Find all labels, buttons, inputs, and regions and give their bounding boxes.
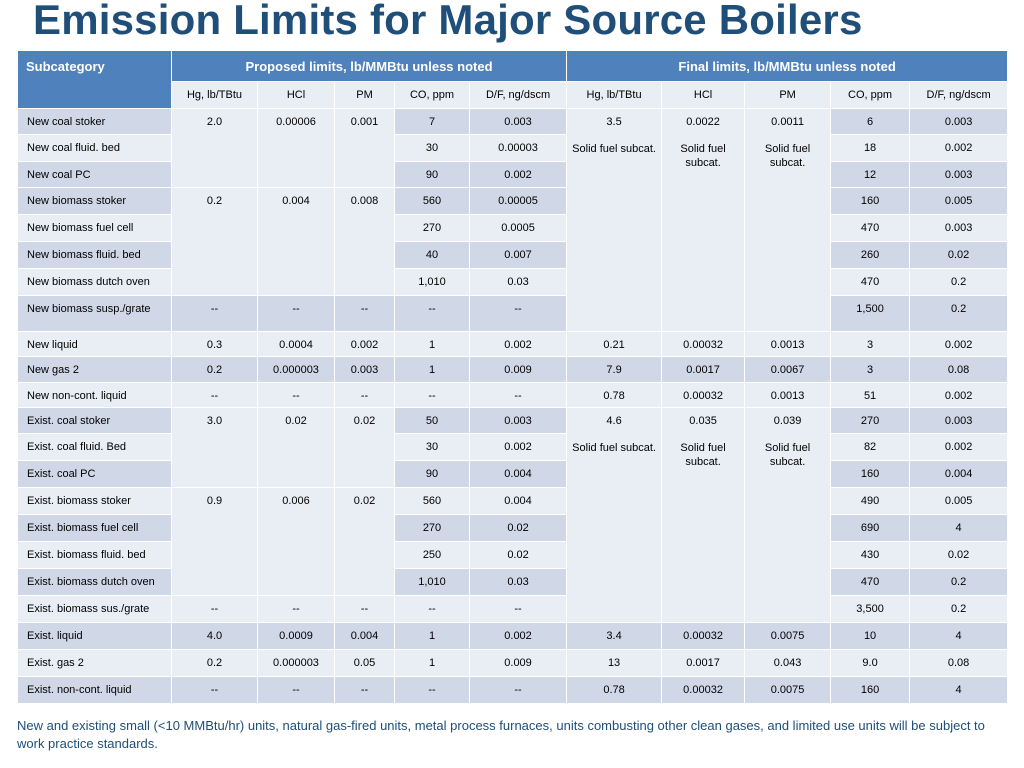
cell: 0.9 — [172, 488, 258, 596]
cell: 0.2 — [910, 596, 1008, 623]
slide-title: Emission Limits for Major Source Boilers — [33, 0, 863, 43]
cell: 10 — [831, 623, 910, 650]
cell: 4 — [910, 623, 1008, 650]
cell: -- — [335, 383, 395, 408]
cell: 0.00032 — [662, 332, 745, 357]
cell: -- — [258, 383, 335, 408]
cell: 0.00003 — [470, 135, 567, 162]
cell: 12 — [831, 162, 910, 188]
cell: 0.003 — [910, 162, 1008, 188]
cell: 0.009 — [470, 357, 567, 383]
cell: 0.003 — [335, 357, 395, 383]
cell: -- — [335, 596, 395, 623]
row-label: Exist. gas 2 — [18, 650, 172, 677]
cell: 0.0067 — [745, 357, 831, 383]
cell: 0.0004 — [258, 332, 335, 357]
cell: 1,010 — [395, 269, 470, 296]
cell: -- — [258, 296, 335, 332]
solid-fuel-subcat-note: Solid fuel subcat. — [764, 143, 811, 169]
cell: 0.2 — [910, 269, 1008, 296]
cell: 0.002 — [470, 162, 567, 188]
cell: 0.08 — [910, 357, 1008, 383]
cell: 0.0075 — [745, 623, 831, 650]
cell: 250 — [395, 542, 470, 569]
cell: 0.00005 — [470, 188, 567, 215]
cell: 0.2 — [910, 296, 1008, 332]
cell: 2.0 — [172, 109, 258, 188]
cell: 0.003 — [910, 408, 1008, 434]
table-row — [18, 488, 1008, 515]
row-label: Exist. biomass dutch oven — [18, 569, 172, 596]
cell: 0.0005 — [470, 215, 567, 242]
cell: 1,010 — [395, 569, 470, 596]
footnote: New and existing small (<10 MMBtu/hr) units, natural gas-fired units, metal process furnaces, units combusting other clean gases, and limited use units will be subject to work practice standards. — [17, 718, 985, 751]
row-label: New biomass dutch oven — [18, 269, 172, 296]
row-label: New liquid — [18, 332, 172, 357]
table-row — [18, 677, 1008, 704]
row-label: Exist. biomass fluid. bed — [18, 542, 172, 569]
solid-fuel-subcat-note: Solid fuel subcat. — [572, 442, 656, 454]
cell: 0.00006 — [258, 109, 335, 188]
cell: 3,500 — [831, 596, 910, 623]
cell: 160 — [831, 188, 910, 215]
cell: 260 — [831, 242, 910, 269]
cell: 90 — [395, 162, 470, 188]
cell: 0.007 — [470, 242, 567, 269]
cell: 3.0 — [172, 408, 258, 488]
cell: 0.05 — [335, 650, 395, 677]
col-header: HCl — [662, 82, 745, 109]
cell-merged: 0.0022 Solid fuel subcat. — [662, 109, 745, 332]
row-label: New coal fluid. bed — [18, 135, 172, 162]
cell: 0.2 — [172, 188, 258, 296]
row-label: Exist. liquid — [18, 623, 172, 650]
cell: 0.0013 — [745, 332, 831, 357]
table-row — [18, 408, 1008, 434]
cell: 1 — [395, 623, 470, 650]
cell: 4 — [910, 677, 1008, 704]
cell: 0.08 — [910, 650, 1008, 677]
cell: 0.002 — [910, 383, 1008, 408]
cell: 13 — [567, 650, 662, 677]
cell: 0.21 — [567, 332, 662, 357]
row-label: New non-cont. liquid — [18, 383, 172, 408]
col-header: CO, ppm — [395, 82, 470, 109]
cell: 0.002 — [470, 623, 567, 650]
cell-merged: 4.6 Solid fuel subcat. — [567, 408, 662, 623]
row-label: New biomass fuel cell — [18, 215, 172, 242]
cell: 270 — [831, 408, 910, 434]
cell: 0.003 — [910, 215, 1008, 242]
table-row — [18, 109, 1008, 135]
cell: 30 — [395, 434, 470, 461]
table-row — [18, 650, 1008, 677]
cell: 0.002 — [910, 135, 1008, 162]
cell: 1,500 — [831, 296, 910, 332]
solid-fuel-subcat-note: Solid fuel subcat. — [764, 442, 811, 468]
cell: 0.003 — [910, 109, 1008, 135]
cell: 0.78 — [567, 677, 662, 704]
cell: 1 — [395, 357, 470, 383]
cell: -- — [395, 383, 470, 408]
cell: -- — [172, 596, 258, 623]
table-row — [18, 461, 1008, 488]
cell: -- — [470, 383, 567, 408]
solid-fuel-subcat-note: Solid fuel subcat. — [680, 143, 726, 169]
cell: -- — [335, 296, 395, 332]
cell: 0.006 — [258, 488, 335, 596]
cell: -- — [172, 677, 258, 704]
cell: 3.4 — [567, 623, 662, 650]
cell: 0.02 — [470, 542, 567, 569]
cell: 560 — [395, 188, 470, 215]
table-row — [18, 357, 1008, 383]
emission-limits-table — [17, 50, 1008, 704]
col-header: Hg, lb/TBtu — [172, 82, 258, 109]
cell: 0.002 — [470, 332, 567, 357]
cell: 270 — [395, 515, 470, 542]
cell: -- — [395, 677, 470, 704]
cell: 50 — [395, 408, 470, 434]
row-label: New biomass susp./grate — [18, 296, 172, 332]
cell: 0.005 — [910, 188, 1008, 215]
table-row — [18, 188, 1008, 215]
cell: 51 — [831, 383, 910, 408]
cell: 160 — [831, 461, 910, 488]
table-row — [18, 162, 1008, 188]
cell: 0.043 — [745, 650, 831, 677]
row-label: Exist. biomass fuel cell — [18, 515, 172, 542]
table-row — [18, 215, 1008, 242]
cell: 30 — [395, 135, 470, 162]
table-row — [18, 569, 1008, 596]
table-row — [18, 296, 1008, 332]
cell: 0.00032 — [662, 383, 745, 408]
col-header: Hg, lb/TBtu — [567, 82, 662, 109]
cell: 0.009 — [470, 650, 567, 677]
cell: 1 — [395, 650, 470, 677]
solid-fuel-subcat-note: Solid fuel subcat. — [572, 143, 656, 155]
cell: 0.0017 — [662, 357, 745, 383]
cell: 470 — [831, 269, 910, 296]
cell: 0.2 — [910, 569, 1008, 596]
col-header: PM — [745, 82, 831, 109]
header-proposed-limits: Proposed limits, lb/MMBtu unless noted — [172, 51, 567, 82]
cell: 0.004 — [470, 488, 567, 515]
cell: 0.004 — [470, 461, 567, 488]
cell: 0.008 — [335, 188, 395, 296]
header-final-limits: Final limits, lb/MMBtu unless noted — [567, 51, 1008, 82]
cell: -- — [172, 383, 258, 408]
cell: 0.0013 — [745, 383, 831, 408]
row-label: New biomass fluid. bed — [18, 242, 172, 269]
cell: 0.001 — [335, 109, 395, 188]
cell: 0.02 — [910, 542, 1008, 569]
cell: -- — [258, 677, 335, 704]
table-row — [18, 515, 1008, 542]
table-row — [18, 269, 1008, 296]
col-header: D/F, ng/dscm — [470, 82, 567, 109]
row-label: New biomass stoker — [18, 188, 172, 215]
row-label: Exist. biomass stoker — [18, 488, 172, 515]
cell: 6 — [831, 109, 910, 135]
cell: 270 — [395, 215, 470, 242]
table-row — [18, 332, 1008, 357]
col-header: D/F, ng/dscm — [910, 82, 1008, 109]
cell: 0.02 — [335, 488, 395, 596]
col-header: HCl — [258, 82, 335, 109]
cell: 90 — [395, 461, 470, 488]
cell: 0.002 — [470, 434, 567, 461]
cell: 0.002 — [910, 434, 1008, 461]
cell: 0.02 — [910, 242, 1008, 269]
cell: 0.000003 — [258, 650, 335, 677]
cell: 40 — [395, 242, 470, 269]
cell: 0.78 — [567, 383, 662, 408]
cell: 0.00032 — [662, 623, 745, 650]
cell: 560 — [395, 488, 470, 515]
cell: -- — [470, 596, 567, 623]
row-label: New coal stoker — [18, 109, 172, 135]
table-row — [18, 542, 1008, 569]
cell: 0.004 — [335, 623, 395, 650]
row-label: New coal PC — [18, 162, 172, 188]
cell: -- — [470, 296, 567, 332]
cell: 0.002 — [910, 332, 1008, 357]
table-row — [18, 242, 1008, 269]
cell: 430 — [831, 542, 910, 569]
cell: 7.9 — [567, 357, 662, 383]
cell: 82 — [831, 434, 910, 461]
table-row — [18, 434, 1008, 461]
cell: 0.2 — [172, 650, 258, 677]
row-label: Exist. coal stoker — [18, 408, 172, 434]
cell: 3 — [831, 332, 910, 357]
cell: 0.0009 — [258, 623, 335, 650]
cell-merged: 0.039 Solid fuel subcat. — [745, 408, 831, 623]
cell: 4.0 — [172, 623, 258, 650]
header-subcategory: Subcategory — [18, 51, 172, 109]
cell: 18 — [831, 135, 910, 162]
table-row — [18, 383, 1008, 408]
cell: 0.005 — [910, 488, 1008, 515]
cell: 7 — [395, 109, 470, 135]
cell-merged: 0.035 Solid fuel subcat. — [662, 408, 745, 623]
cell: 0.004 — [258, 188, 335, 296]
row-label: Exist. non-cont. liquid — [18, 677, 172, 704]
cell: 0.004 — [910, 461, 1008, 488]
cell: 490 — [831, 488, 910, 515]
cell: 0.003 — [470, 109, 567, 135]
cell: 690 — [831, 515, 910, 542]
cell: 1 — [395, 332, 470, 357]
cell: 3 — [831, 357, 910, 383]
cell: 0.00032 — [662, 677, 745, 704]
cell: 0.0017 — [662, 650, 745, 677]
table-row — [18, 596, 1008, 623]
cell: 0.0075 — [745, 677, 831, 704]
cell-merged: 0.0011 Solid fuel subcat. — [745, 109, 831, 332]
cell-merged: 3.5 Solid fuel subcat. — [567, 109, 662, 332]
cell: 0.03 — [470, 269, 567, 296]
cell: 0.03 — [470, 569, 567, 596]
row-label: Exist. biomass sus./grate — [18, 596, 172, 623]
cell: 4 — [910, 515, 1008, 542]
cell: 0.002 — [335, 332, 395, 357]
cell: -- — [335, 677, 395, 704]
cell: 0.02 — [470, 515, 567, 542]
solid-fuel-subcat-note: Solid fuel subcat. — [680, 442, 726, 468]
cell: -- — [258, 596, 335, 623]
cell: 0.02 — [258, 408, 335, 488]
cell: 0.02 — [335, 408, 395, 488]
cell: -- — [395, 596, 470, 623]
table-row — [18, 135, 1008, 162]
cell: 0.000003 — [258, 357, 335, 383]
table-row — [18, 623, 1008, 650]
cell: 160 — [831, 677, 910, 704]
col-header: PM — [335, 82, 395, 109]
cell: 470 — [831, 569, 910, 596]
cell: 0.2 — [172, 357, 258, 383]
col-header: CO, ppm — [831, 82, 910, 109]
cell: 0.003 — [470, 408, 567, 434]
cell: -- — [395, 296, 470, 332]
cell: 470 — [831, 215, 910, 242]
cell: 9.0 — [831, 650, 910, 677]
cell: -- — [470, 677, 567, 704]
row-label: Exist. coal fluid. Bed — [18, 434, 172, 461]
row-label: New gas 2 — [18, 357, 172, 383]
cell: -- — [172, 296, 258, 332]
row-label: Exist. coal PC — [18, 461, 172, 488]
cell: 0.3 — [172, 332, 258, 357]
